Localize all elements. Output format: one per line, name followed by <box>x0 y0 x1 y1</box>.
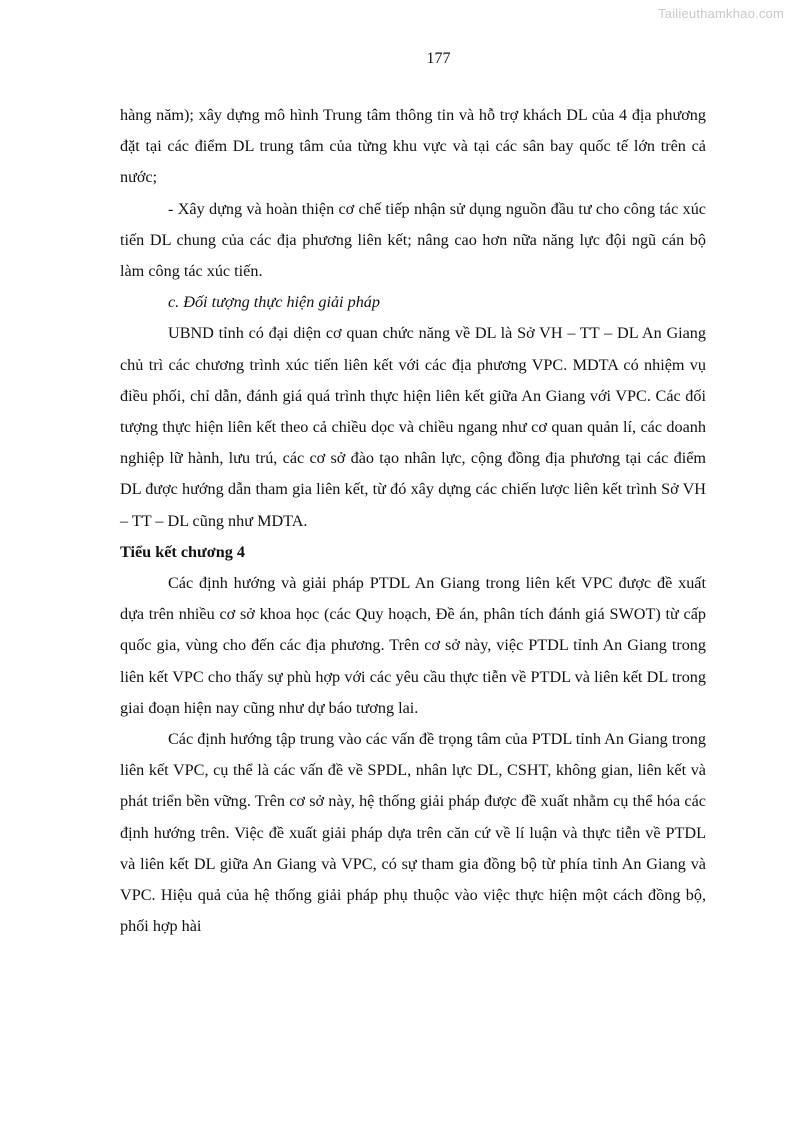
paragraph-implementing-parties: UBND tỉnh có đại diện cơ quan chức năng về DL là Sở VH – TT – DL An Giang chủ trì các chương trình xúc tiến liên kết với các địa phương VPC. MDTA có nhiệm vụ điều phối, chỉ dẫn, đánh giá quá trình thực hiện liên kết giữa An Giang với VPC. Các đối tượng thực hiện liên kết theo cả chiều dọc và chiều ngang như cơ quan quản lí, các doanh nghiệp lữ hành, lưu trú, các cơ sở đào tạo nhân lực, cộng đồng địa phương tại các điểm DL được hướng dẫn tham gia liên kết, từ đó xây dựng các chiến lược liên kết trình Sở VH – TT – DL cũng như MDTA. <box>120 324 706 530</box>
chapter-summary-heading: Tiểu kết chương 4 <box>120 542 245 561</box>
paragraph-promotion-mechanism: - Xây dựng và hoàn thiện cơ chế tiếp nhận sử dụng nguồn đầu tư cho công tác xúc tiến DL chung của các địa phương liên kết; nâng cao hơn nữa năng lực đội ngũ cán bộ làm công tác xúc tiến. <box>120 199 706 281</box>
page-body <box>120 100 706 942</box>
watermark-text: Tailieuthamkhao.com <box>658 6 784 21</box>
paragraph-summary-basis: Các định hướng và giải pháp PTDL An Giang trong liên kết VPC được đề xuất dựa trên nhiều cơ sở khoa học (các Quy hoạch, Đề án, phân tích đánh giá SWOT) từ cấp quốc gia, vùng cho đến các địa phương. Trên cơ sở này, việc PTDL tỉnh An Giang trong liên kết VPC cho thấy sự phù hợp với các yêu cầu thực tiễn về PTDL và liên kết DL trong giai đoạn hiện nay cũng như dự báo tương lai. <box>120 574 706 717</box>
paragraph-summary-orientations: Các định hướng tập trung vào các vấn đề trọng tâm của PTDL tỉnh An Giang trong liên kết VPC, cụ thể là các vấn đề về SPDL, nhân lực DL, CSHT, không gian, liên kết và phát triển bền vững. Trên cơ sở này, hệ thống giải pháp được đề xuất nhằm cụ thể hóa các định hướng trên. Việc đề xuất giải pháp dựa trên căn cứ về lí luận và thực tiễn về PTDL và liên kết DL giữa An Giang và VPC, có sự tham gia đồng bộ từ phía tỉnh An Giang và VPC. Hiệu quả của hệ thống giải pháp phụ thuộc vào việc thực hiện một cách đồng bộ, phối hợp hài <box>120 730 706 936</box>
section-subheading: c. Đối tượng thực hiện giải pháp <box>168 293 380 312</box>
paragraph-continuation: hàng năm); xây dựng mô hình Trung tâm thông tin và hỗ trợ khách DL của 4 địa phương đặt tại các điểm DL trung tâm của từng khu vực và tại các sân bay quốc tế lớn trên cả nước; <box>120 106 706 187</box>
page-number: 177 <box>426 50 451 67</box>
